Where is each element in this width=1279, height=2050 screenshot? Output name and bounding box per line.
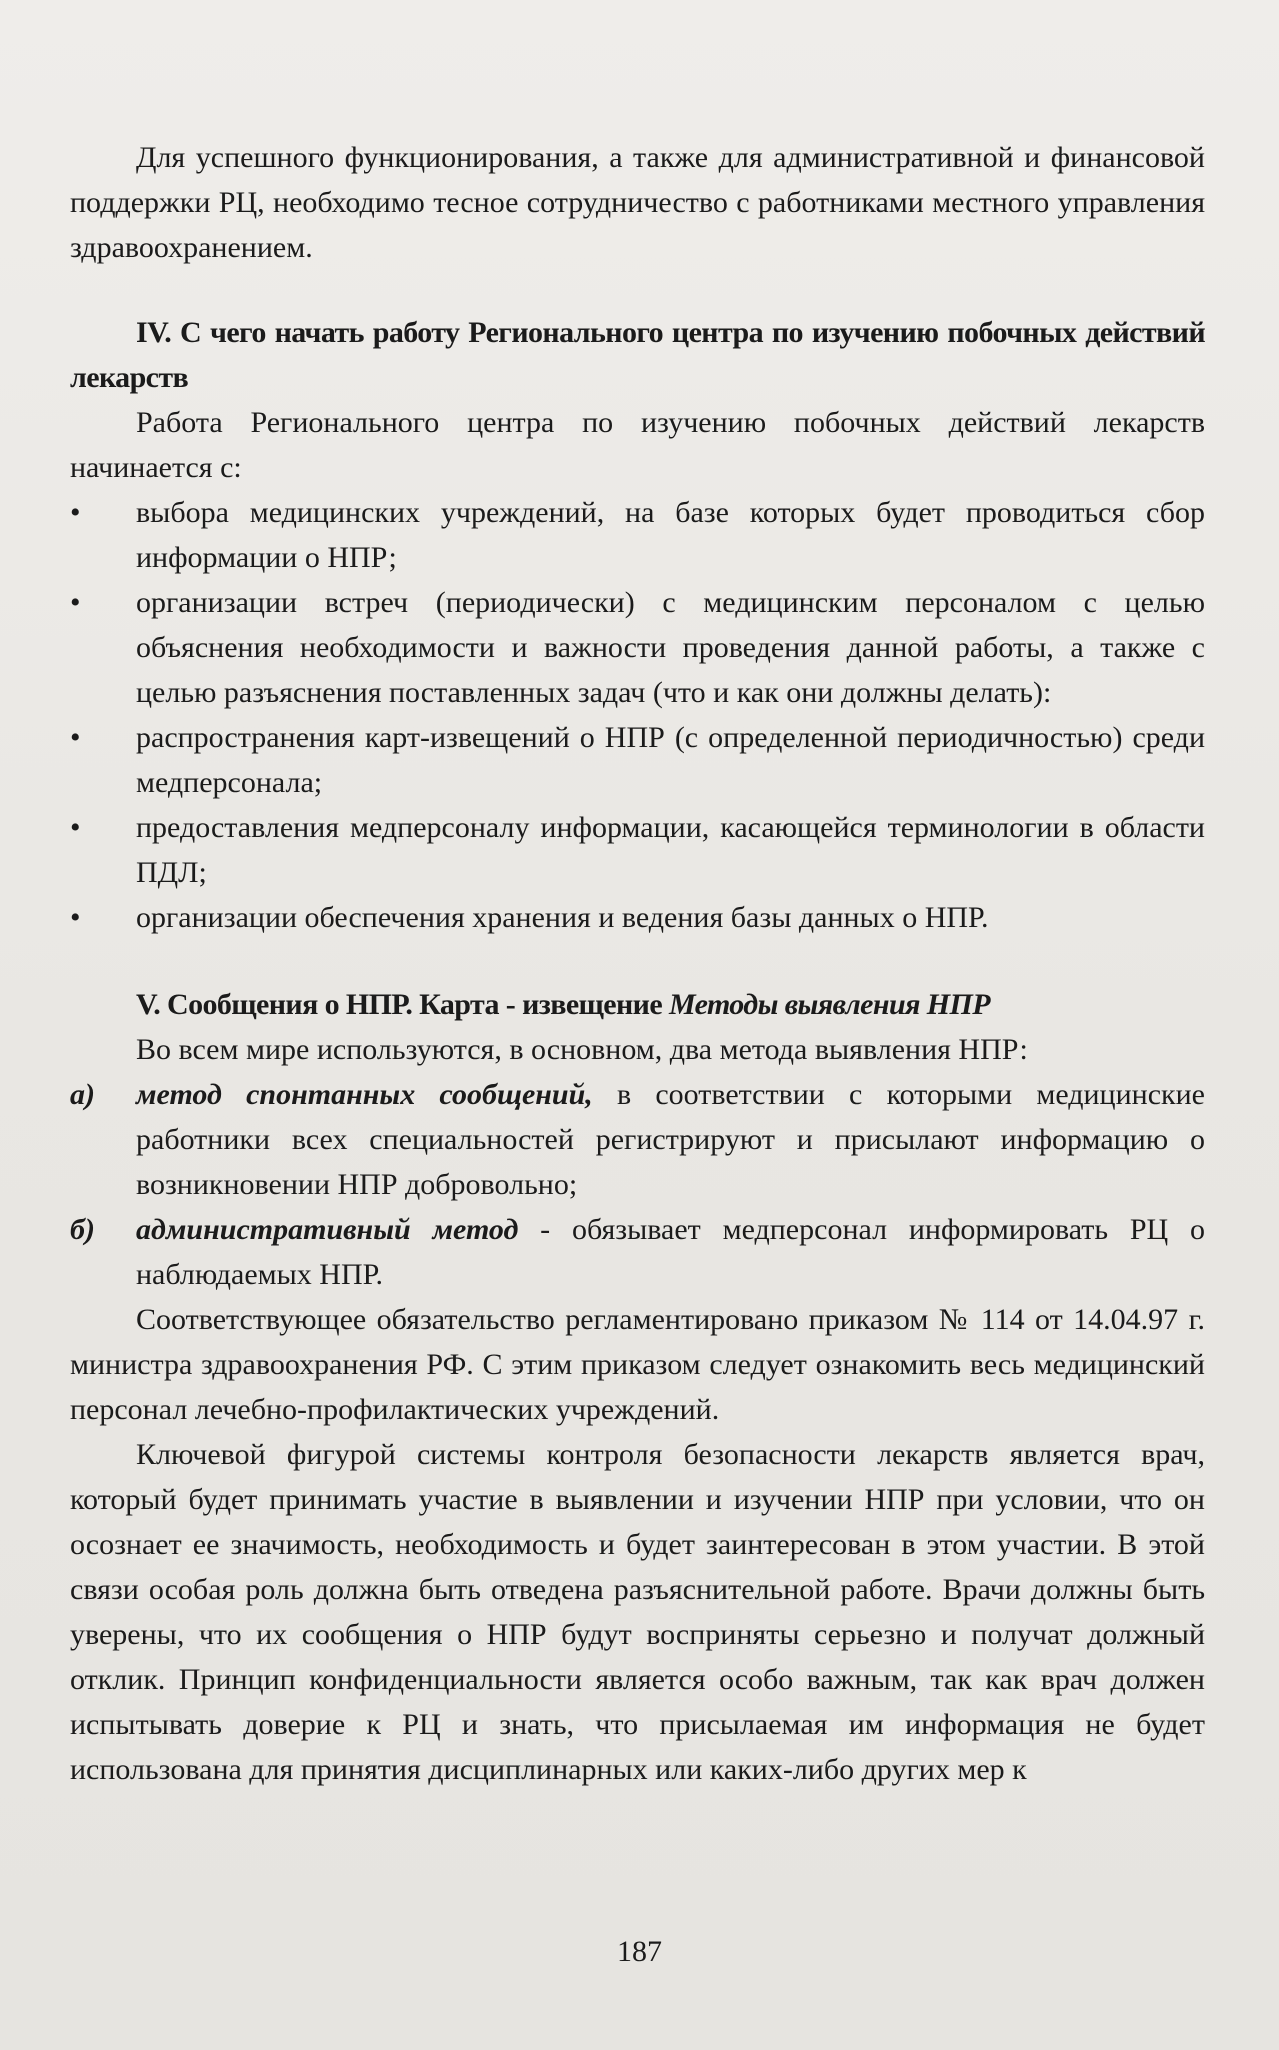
list-marker: б) <box>70 1213 95 1246</box>
order-paragraph: Соответствующее обязательство регламентировано приказом № 114 от 14.04.97 г. министра здравоохранения РФ. С этим приказом следует ознакомить весь медицинский персонал лечебно-профилактических учреждений. <box>70 1303 1205 1426</box>
list-item <box>70 490 1205 580</box>
list-item <box>70 580 1205 715</box>
list-item <box>70 1207 1205 1297</box>
intro-paragraph: Для успешного функционирования, а также для административной и финансовой поддержки РЦ, необходимо тесное сотрудничество с работниками местного управления здравоохранением. <box>70 141 1205 264</box>
bullet-icon: • <box>70 721 81 754</box>
bullet-icon: • <box>70 811 81 844</box>
list-item-text: распространения карт-извещений о НПР (с определенной периодичностью) среди медперсонала; <box>136 721 1205 799</box>
section-v-heading-bold: V. Сообщения о НПР. Карта - извещение <box>136 988 669 1021</box>
list-marker: а) <box>70 1078 95 1111</box>
section-iv-list <box>70 490 1205 940</box>
bullet-icon: • <box>70 586 81 619</box>
list-item-text: организации обеспечения хранения и ведения базы данных о НПР. <box>136 901 989 934</box>
list-item-text: организации встреч (периодически) с медицинским персоналом с целью объяснения необходимости и важности проведения данной работы, а также с целью разъяснения поставленных задач (что и как они должны делать): <box>136 586 1205 709</box>
section-iv-heading: IV. С чего начать работу Регионального центра по изучению побочных действий лекарств <box>70 316 1205 394</box>
section-iv-lead: Работа Регионального центра по изучению побочных действий лекарств начинается с: <box>70 406 1205 484</box>
list-item-text: предоставления медперсоналу информации, касающейся терминологии в области ПДЛ; <box>136 811 1205 889</box>
list-item <box>70 805 1205 895</box>
method-term: метод спонтанных сообщений, <box>136 1078 593 1111</box>
list-item <box>70 895 1205 940</box>
list-item <box>70 1072 1205 1207</box>
method-description: - обязывает медперсонал информировать РЦ о наблюдаемых НПР. <box>136 1213 1205 1291</box>
bullet-icon: • <box>70 496 81 529</box>
method-description: в соответствии с которыми медицинские работники всех специальностей регистрируют и присылают информацию о возникновении НПР добровольно; <box>136 1078 1205 1201</box>
list-item <box>70 715 1205 805</box>
section-v-heading <box>70 982 1205 1027</box>
method-term: административный метод <box>136 1213 519 1246</box>
section-v-lead: Во всем мире используются, в основном, два метода выявления НПР: <box>136 1033 1028 1066</box>
page-number: 187 <box>617 1935 662 1968</box>
key-figure-paragraph: Ключевой фигурой системы контроля безопасности лекарств является врач, который будет принимать участие в выявлении и изучении НПР при условии, что он осознает ее значимость, необходимость и будет заинтересован в этом участии. В этой связи особая роль должна быть отведена разъяснительной работе. Врачи должны быть уверены, что их сообщения о НПР будут восприняты серьезно и получат должный отклик. Принцип конфиденциальности является особо важным, так как врач должен испытывать доверие к РЦ и знать, что присылаемая им информация не будет использована для принятия дисциплинарных или каких-либо других мер к <box>70 1438 1205 1786</box>
page-content <box>70 135 1205 1792</box>
section-v-heading-italic: Методы выявления НПР <box>668 988 990 1021</box>
bullet-icon: • <box>70 901 81 934</box>
list-item-text: выбора медицинских учреждений, на базе которых будет проводиться сбор информации о НПР; <box>136 496 1205 574</box>
methods-list <box>70 1072 1205 1297</box>
